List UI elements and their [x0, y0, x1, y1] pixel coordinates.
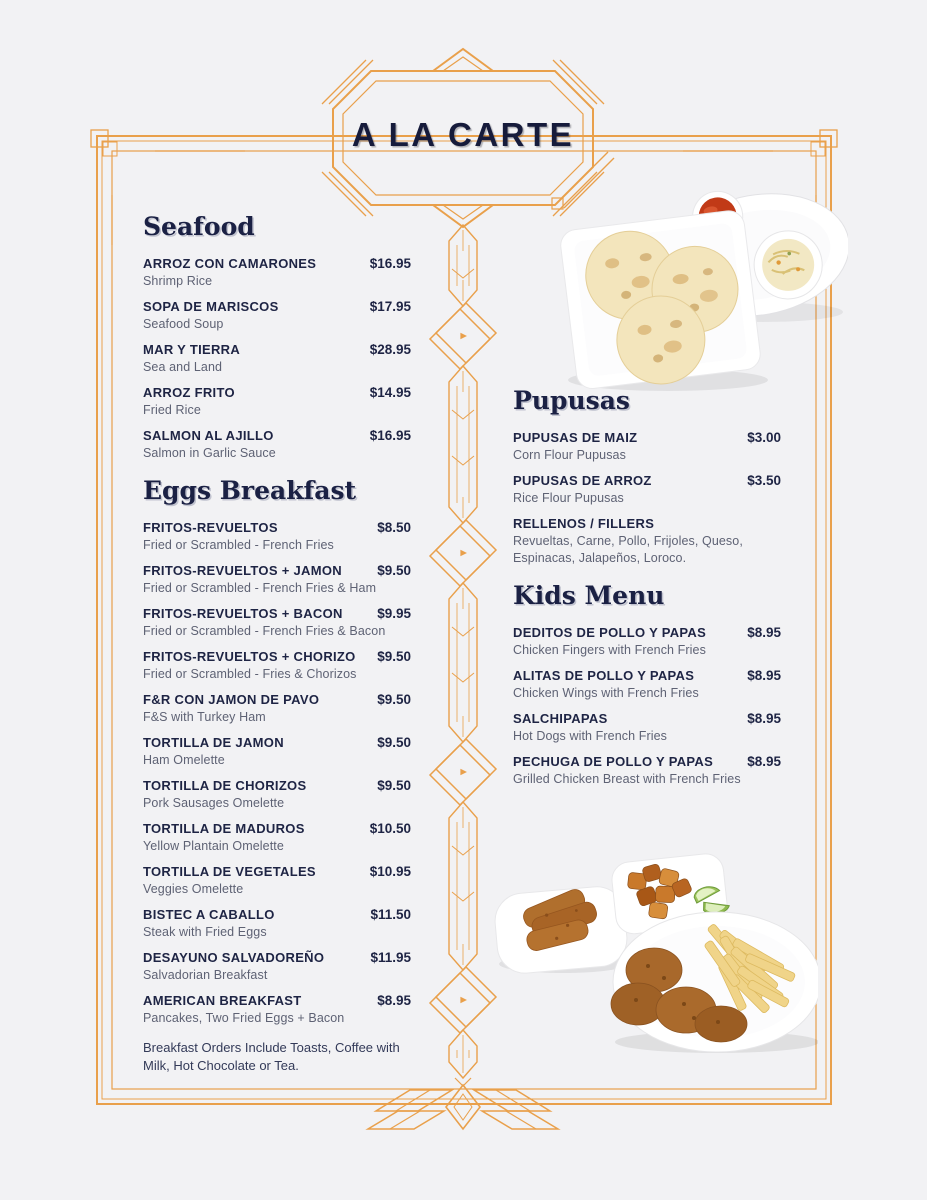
chicken-and-fries-plate: [611, 912, 818, 1052]
breakfast-note: Breakfast Orders Include Toasts, Coffee with Milk, Hot Chocolate or Tea.: [143, 1040, 400, 1073]
item-price: $9.50: [377, 692, 411, 707]
item-name: TORTILLA DE MADUROS: [143, 821, 305, 836]
item-price: $10.50: [369, 821, 411, 836]
center-divider: [430, 225, 496, 1078]
menu-section-eggs-breakfast: [143, 476, 411, 1075]
item-description: Grilled Chicken Breast with French Fries: [513, 772, 741, 786]
menu-item: [143, 605, 411, 640]
item-description: Chicken Wings with French Fries: [513, 686, 699, 700]
item-description: Seafood Soup: [143, 317, 224, 331]
item-name: TORTILLA DE JAMON: [143, 735, 284, 750]
item-price: $14.95: [369, 385, 411, 400]
item-price: $3.00: [747, 430, 781, 445]
item-name: ARROZ CON CAMARONES: [143, 256, 317, 271]
item-name: RELLENOS / FILLERS: [513, 516, 655, 531]
menu-item: [513, 624, 781, 659]
item-row: [143, 427, 411, 444]
item-name: DEDITOS DE POLLO Y PAPAS: [513, 625, 707, 640]
item-row: [143, 863, 411, 880]
item-description: Corn Flour Pupusas: [513, 448, 626, 462]
item-description: Steak with Fried Eggs: [143, 925, 267, 939]
item-row: [513, 515, 781, 532]
item-name: FRITOS-REVUELTOS: [143, 520, 278, 535]
item-description: F&S with Turkey Ham: [143, 710, 266, 724]
item-price: $3.50: [747, 473, 781, 488]
item-name: TORTILLA DE CHORIZOS: [143, 778, 307, 793]
item-price: $11.50: [370, 907, 411, 922]
item-price: $16.95: [369, 256, 411, 271]
item-description: Yellow Plantain Omelette: [143, 839, 284, 853]
item-row: [143, 605, 411, 622]
item-price: $8.50: [377, 520, 411, 535]
item-name: ALITAS DE POLLO Y PAPAS: [513, 668, 695, 683]
pupusas-plate: [559, 209, 763, 394]
menu-item: [143, 906, 411, 941]
menu-item: [143, 384, 411, 419]
menu-item: [143, 691, 411, 726]
menu-item: [143, 820, 411, 855]
menu-item: [143, 949, 411, 984]
menu-column-right: [513, 386, 781, 798]
menu-section-seafood: [143, 212, 411, 462]
chicken-fingers-plate: [493, 883, 630, 975]
item-price: $9.95: [377, 606, 411, 621]
menu-item: [143, 519, 411, 554]
section-heading: Seafood: [143, 212, 255, 241]
item-row: [513, 429, 781, 446]
item-name: SOPA DE MARISCOS: [143, 299, 279, 314]
item-name: PECHUGA DE POLLO Y PAPAS: [513, 754, 714, 769]
item-price: $8.95: [377, 993, 411, 1008]
menu-item: [143, 863, 411, 898]
item-name: FRITOS-REVUELTOS + BACON: [143, 606, 343, 621]
pupusas-photo: [553, 160, 848, 395]
item-price: $11.95: [370, 950, 411, 965]
item-row: [143, 255, 411, 272]
item-price: $8.95: [747, 668, 781, 683]
item-name: TORTILLA DE VEGETALES: [143, 864, 316, 879]
item-price: $8.95: [747, 711, 781, 726]
menu-item: [513, 515, 781, 567]
item-description: Salmon in Garlic Sauce: [143, 446, 276, 460]
item-row: [143, 949, 411, 966]
item-description: Pork Sausages Omelette: [143, 796, 285, 810]
item-name: MAR Y TIERRA: [143, 342, 241, 357]
item-row: [143, 691, 411, 708]
item-name: PUPUSAS DE MAIZ: [513, 430, 638, 445]
menu-section-kids-menu: [513, 581, 781, 788]
item-description: Sea and Land: [143, 360, 223, 374]
item-row: [143, 519, 411, 536]
item-name: DESAYUNO SALVADOREÑO: [143, 950, 325, 965]
menu-item: [513, 472, 781, 507]
item-row: [143, 906, 411, 923]
kids-meal-photo: [488, 842, 818, 1074]
item-row: [513, 753, 781, 770]
menu-item: [143, 648, 411, 683]
item-row: [143, 777, 411, 794]
item-row: [143, 992, 411, 1009]
item-row: [513, 710, 781, 727]
item-row: [143, 562, 411, 579]
item-price: $9.50: [377, 735, 411, 750]
item-name: FRITOS-REVUELTOS + CHORIZO: [143, 649, 356, 664]
item-price: $10.95: [369, 864, 411, 879]
menu-item: [513, 753, 781, 788]
menu-item: [143, 734, 411, 769]
item-row: [143, 384, 411, 401]
menu-section-pupusas: [513, 386, 781, 567]
item-description: Hot Dogs with French Fries: [513, 729, 668, 743]
item-price: $17.95: [369, 299, 411, 314]
item-name: AMERICAN BREAKFAST: [143, 993, 302, 1008]
item-name: PUPUSAS DE ARROZ: [513, 473, 652, 488]
section-heading: Eggs Breakfast: [143, 476, 357, 505]
item-price: $9.50: [377, 649, 411, 664]
item-name: SALMON AL AJILLO: [143, 428, 274, 443]
item-description: Fried or Scrambled - French Fries & Bacon: [143, 624, 386, 638]
item-description: Fried or Scrambled - French Fries: [143, 538, 334, 552]
item-row: [513, 624, 781, 641]
item-description: Revueltas, Carne, Pollo, Frijoles, Queso, Espinacas, Jalapeños, Loroco.: [513, 534, 743, 565]
item-price: $16.95: [369, 428, 411, 443]
item-description: Shrimp Rice: [143, 274, 213, 288]
item-description: Veggies Omelette: [143, 882, 244, 896]
item-name: FRITOS-REVUELTOS + JAMON: [143, 563, 342, 578]
item-price: $8.95: [747, 625, 781, 640]
item-description: Ham Omelette: [143, 753, 225, 767]
menu-item: [143, 562, 411, 597]
item-description: Fried or Scrambled - Fries & Chorizos: [143, 667, 357, 681]
menu-item: [143, 298, 411, 333]
item-row: [513, 667, 781, 684]
section-heading: Pupusas: [513, 386, 630, 415]
item-row: [513, 472, 781, 489]
item-description: Pancakes, Two Fried Eggs + Bacon: [143, 1011, 345, 1025]
item-price: $28.95: [369, 342, 411, 357]
item-row: [143, 734, 411, 751]
menu-item: [513, 667, 781, 702]
item-description: Rice Flour Pupusas: [513, 491, 624, 505]
item-price: $9.50: [377, 778, 411, 793]
item-row: [143, 820, 411, 837]
menu-item: [143, 777, 411, 812]
item-price: $8.95: [747, 754, 781, 769]
item-description: Salvadorian Breakfast: [143, 968, 268, 982]
item-name: F&R CON JAMON DE PAVO: [143, 692, 320, 707]
menu-item: [143, 255, 411, 290]
menu-column-left: [143, 212, 411, 1085]
item-row: [143, 648, 411, 665]
item-description: Fried or Scrambled - French Fries & Ham: [143, 581, 377, 595]
menu-item: [513, 710, 781, 745]
item-row: [143, 298, 411, 315]
menu-item: [143, 341, 411, 376]
item-description: Chicken Fingers with French Fries: [513, 643, 706, 657]
item-description: Fried Rice: [143, 403, 201, 417]
item-price: $9.50: [377, 563, 411, 578]
page-title: A LA CARTE: [351, 116, 575, 153]
item-name: SALCHIPAPAS: [513, 711, 608, 726]
item-name: BISTEC A CABALLO: [143, 907, 275, 922]
menu-item: [513, 429, 781, 464]
item-name: ARROZ FRITO: [143, 385, 235, 400]
section-heading: Kids Menu: [513, 581, 665, 610]
menu-item: [143, 992, 411, 1027]
menu-item: [143, 427, 411, 462]
item-row: [143, 341, 411, 358]
